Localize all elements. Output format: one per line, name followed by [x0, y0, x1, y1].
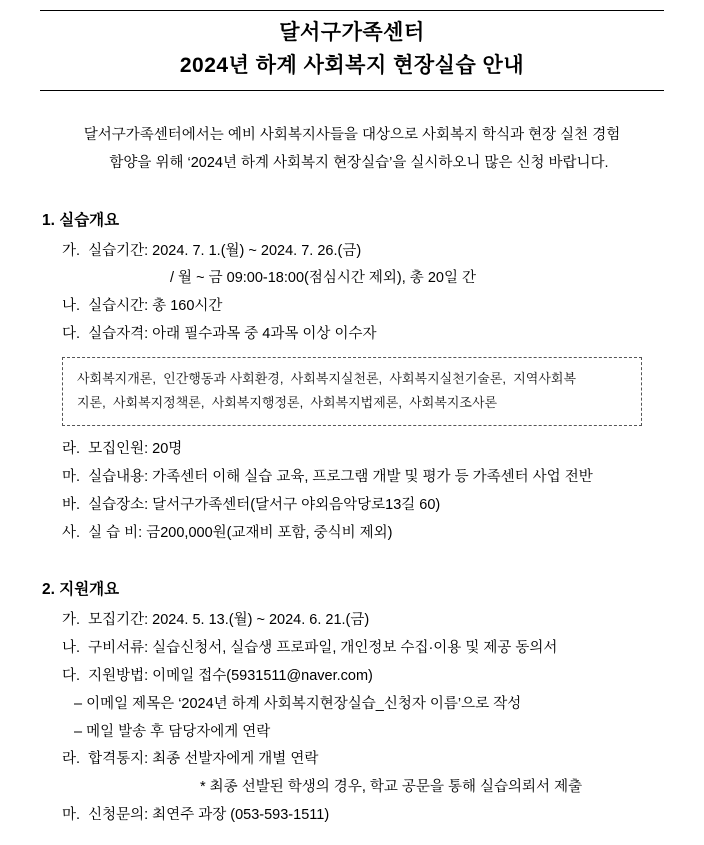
intro-line-1: 달서구가족센터에서는 예비 사회복지사들을 대상으로 사회복지 학식과 현장 실천 경험 [83, 127, 621, 144]
section-2-item-contact-after-send: – 메일 발송 후 담당자에게 연락 [74, 723, 271, 740]
section-2-item-inquiry: 마. 신청문의: 최연주 과장 (053-593-1511) [62, 807, 330, 824]
section-1-item-period: 가. 실습기간: 2024. 7. 1.(월) ~ 2024. 7. 26.(금) [62, 242, 362, 259]
section-2-heading: 2. 지원개요 [42, 581, 120, 599]
section-1-item-period-detail: / 월 ~ 금 09:00-18:00(점심시간 제외), 총 20일 간 [170, 270, 477, 287]
section-2-item-documents: 나. 구비서류: 실습신청서, 실습생 프로파일, 개인정보 수집·이용 및 제공 동의서 [62, 640, 558, 657]
section-2-item-notification: 라. 합격통지: 최종 선발자에게 개별 연락 [62, 751, 319, 768]
section-1-item-hours: 나. 실습시간: 총 160시간 [62, 298, 223, 315]
section-1-heading: 1. 실습개요 [42, 211, 120, 229]
section-application-overview [40, 577, 664, 830]
intro-paragraph [40, 121, 664, 178]
section-2-item-official-letter: * 최종 선발된 학생의 경우, 학교 공문을 통해 실습의뢰서 제출 [200, 779, 583, 796]
document-title-line-2: 2024년 하계 사회복지 현장실습 안내 [179, 53, 525, 77]
section-1-item-capacity: 라. 모집인원: 20명 [62, 441, 183, 458]
header-divider-bottom [40, 90, 664, 91]
required-courses-line-1: 사회복지개론, 인간행동과 사회환경, 사회복지실천론, 사회복지실천기술론, 지역사회복 [77, 370, 577, 386]
intro-line-2: 함양을 위해 ‘2024년 하계 사회복지 현장실습’을 실시하오니 많은 신청 바랍니다. [109, 155, 609, 172]
section-2-item-apply-method: 다. 지원방법: 이메일 접수(5931511@naver.com) [62, 668, 373, 684]
section-2-item-email-subject: – 이메일 제목은 ‘2024년 하계 사회복지현장실습_신청자 이름’으로 작성 [74, 695, 522, 712]
title-block [40, 11, 664, 86]
section-1-item-fee: 사. 실 습 비: 금200,000원(교재비 포함, 중식비 제외) [62, 524, 393, 541]
section-1-item-location: 바. 실습장소: 달서구가족센터(달서구 야외음악당로13길 60) [62, 496, 441, 513]
required-courses-box [62, 357, 642, 426]
required-courses-line-2: 지론, 사회복지정책론, 사회복지행정론, 사회복지법제론, 사회복지조사론 [77, 394, 498, 410]
section-1-item-content: 마. 실습내용: 가족센터 이해 실습 교육, 프로그램 개발 및 평가 등 가족센터 사업 전반 [62, 468, 593, 485]
section-2-item-recruit-period: 가. 모집기간: 2024. 5. 13.(월) ~ 2024. 6. 21.(금) [62, 612, 370, 629]
document-title-line-1: 달서구가족센터 [279, 21, 425, 44]
section-1-item-qualification: 다. 실습자격: 아래 필수과목 중 4과목 이상 이수자 [62, 326, 377, 343]
section-practicum-overview [40, 208, 664, 548]
document-header [40, 0, 664, 91]
